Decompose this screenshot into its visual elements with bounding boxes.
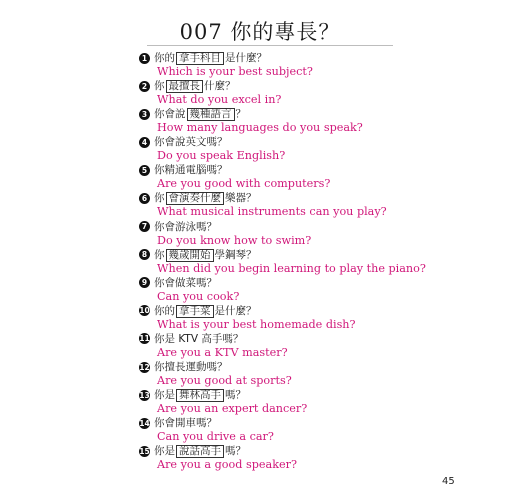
list-item: [139, 305, 439, 333]
item-number-badge: 3: [139, 109, 150, 120]
chinese-text: 你會開車嗎？: [154, 417, 217, 430]
chinese-phrase: [139, 333, 243, 346]
item-number-badge: 14: [139, 418, 150, 428]
keyword-box: 最擅長: [166, 80, 204, 93]
chinese-phrase: [139, 277, 217, 290]
item-number-badge: 8: [139, 249, 150, 260]
keyword-box: 幾種語言: [187, 108, 235, 121]
chinese-text-suffix: 嗎？: [225, 445, 246, 458]
list-item: [139, 417, 439, 445]
page-number: 45: [442, 476, 455, 487]
list-item: [139, 361, 439, 389]
english-translation: Are you a KTV master?: [157, 345, 288, 359]
chinese-phrase: [139, 164, 228, 177]
list-item: [139, 136, 439, 164]
keyword-box: 舞林高手: [176, 389, 224, 402]
chinese-text-suffix: 學鋼琴？: [214, 248, 257, 261]
item-number-badge: 15: [139, 446, 150, 456]
list-item: [139, 80, 439, 108]
list-item: [139, 52, 439, 80]
list-item: [139, 445, 439, 473]
chinese-phrase: [139, 80, 236, 93]
item-number-badge: 11: [139, 334, 150, 344]
keyword-box: 幾歲開始: [166, 249, 214, 262]
english-translation: Can you drive a car?: [157, 430, 274, 444]
chinese-phrase: [139, 108, 246, 121]
item-number-badge: 5: [139, 165, 150, 176]
item-number-badge: 2: [139, 81, 150, 92]
keyword-box: 拿手菜: [176, 305, 214, 318]
chinese-text-suffix: ？: [235, 108, 246, 121]
list-item: [139, 277, 439, 305]
chinese-phrase: [139, 221, 217, 234]
chinese-text: 你會說英文嗎？: [154, 136, 228, 149]
english-translation: Are you an expert dancer?: [157, 402, 308, 416]
english-translation: Are you good with computers?: [157, 177, 331, 191]
keyword-box: 說話高手: [176, 445, 224, 458]
chinese-phrase: [139, 192, 257, 205]
chinese-text: 你擅長運動嗎？: [154, 361, 228, 374]
keyword-box: 會演奏什麼: [166, 192, 225, 205]
item-number-badge: 12: [139, 362, 150, 372]
chinese-text: 你會游泳嗎？: [154, 220, 217, 233]
english-translation: Which is your best subject?: [157, 65, 313, 78]
english-translation: Are you good at sports?: [157, 374, 292, 388]
chinese-text-suffix: 樂器？: [225, 192, 257, 205]
chinese-text-suffix: 嗎？: [225, 389, 246, 402]
english-translation: Do you speak English?: [157, 149, 286, 163]
item-number-badge: 10: [139, 306, 150, 316]
chinese-text: 你是 KTV 高手嗎？: [154, 332, 244, 345]
chinese-text-suffix: 什麼？: [204, 80, 236, 93]
chinese-text: 你會說: [154, 108, 186, 121]
english-translation: What is your best homemade dish?: [157, 317, 356, 331]
chinese-text: 你是: [154, 389, 175, 402]
keyword-box: 拿手科目: [176, 52, 224, 65]
chinese-text: 你是: [154, 445, 175, 458]
item-number-badge: 4: [139, 137, 150, 148]
list-item: [139, 389, 439, 417]
chinese-text: 你: [154, 248, 165, 261]
item-number-badge: 6: [139, 193, 150, 204]
list-item: [139, 108, 439, 136]
list-item: [139, 249, 439, 277]
english-translation: How many languages do you speak?: [157, 121, 363, 135]
chinese-text: 你: [154, 80, 165, 93]
english-translation: When did you begin learning to play the piano?: [157, 261, 426, 275]
english-translation: What do you excel in?: [157, 93, 282, 107]
chinese-phrase: [139, 305, 257, 318]
list-item: [139, 192, 439, 220]
chinese-phrase: [139, 52, 267, 65]
phrase-list: [139, 52, 439, 473]
item-number-badge: 9: [139, 277, 150, 288]
chinese-phrase: [139, 361, 228, 374]
english-translation: Are you a good speaker?: [157, 458, 297, 472]
chinese-phrase: [139, 417, 217, 430]
english-translation: Can you cook?: [157, 289, 240, 303]
chinese-text: 你的: [154, 52, 175, 64]
item-number-badge: 1: [139, 53, 150, 64]
chinese-phrase: [139, 389, 246, 402]
english-translation: What musical instruments can you play?: [157, 205, 387, 219]
chinese-text-suffix: 是什麼？: [214, 304, 257, 317]
chinese-text: 你的: [154, 304, 175, 317]
item-number-badge: 13: [139, 390, 150, 400]
chinese-text: 你: [154, 192, 165, 205]
chinese-phrase: [139, 249, 257, 262]
chinese-phrase: [139, 136, 228, 149]
english-translation: Do you know how to swim?: [157, 233, 312, 247]
list-item: [139, 164, 439, 192]
chinese-text-suffix: 是什麼？: [225, 52, 267, 64]
chinese-phrase: [139, 445, 246, 458]
chinese-text: 你精通電腦嗎？: [154, 164, 228, 177]
page-title: 007 你的專長？: [179, 20, 341, 44]
chinese-text: 你會做菜嗎？: [154, 276, 217, 289]
title-divider: [147, 45, 393, 46]
list-item: [139, 221, 439, 249]
item-number-badge: 7: [139, 221, 150, 232]
list-item: [139, 333, 439, 361]
